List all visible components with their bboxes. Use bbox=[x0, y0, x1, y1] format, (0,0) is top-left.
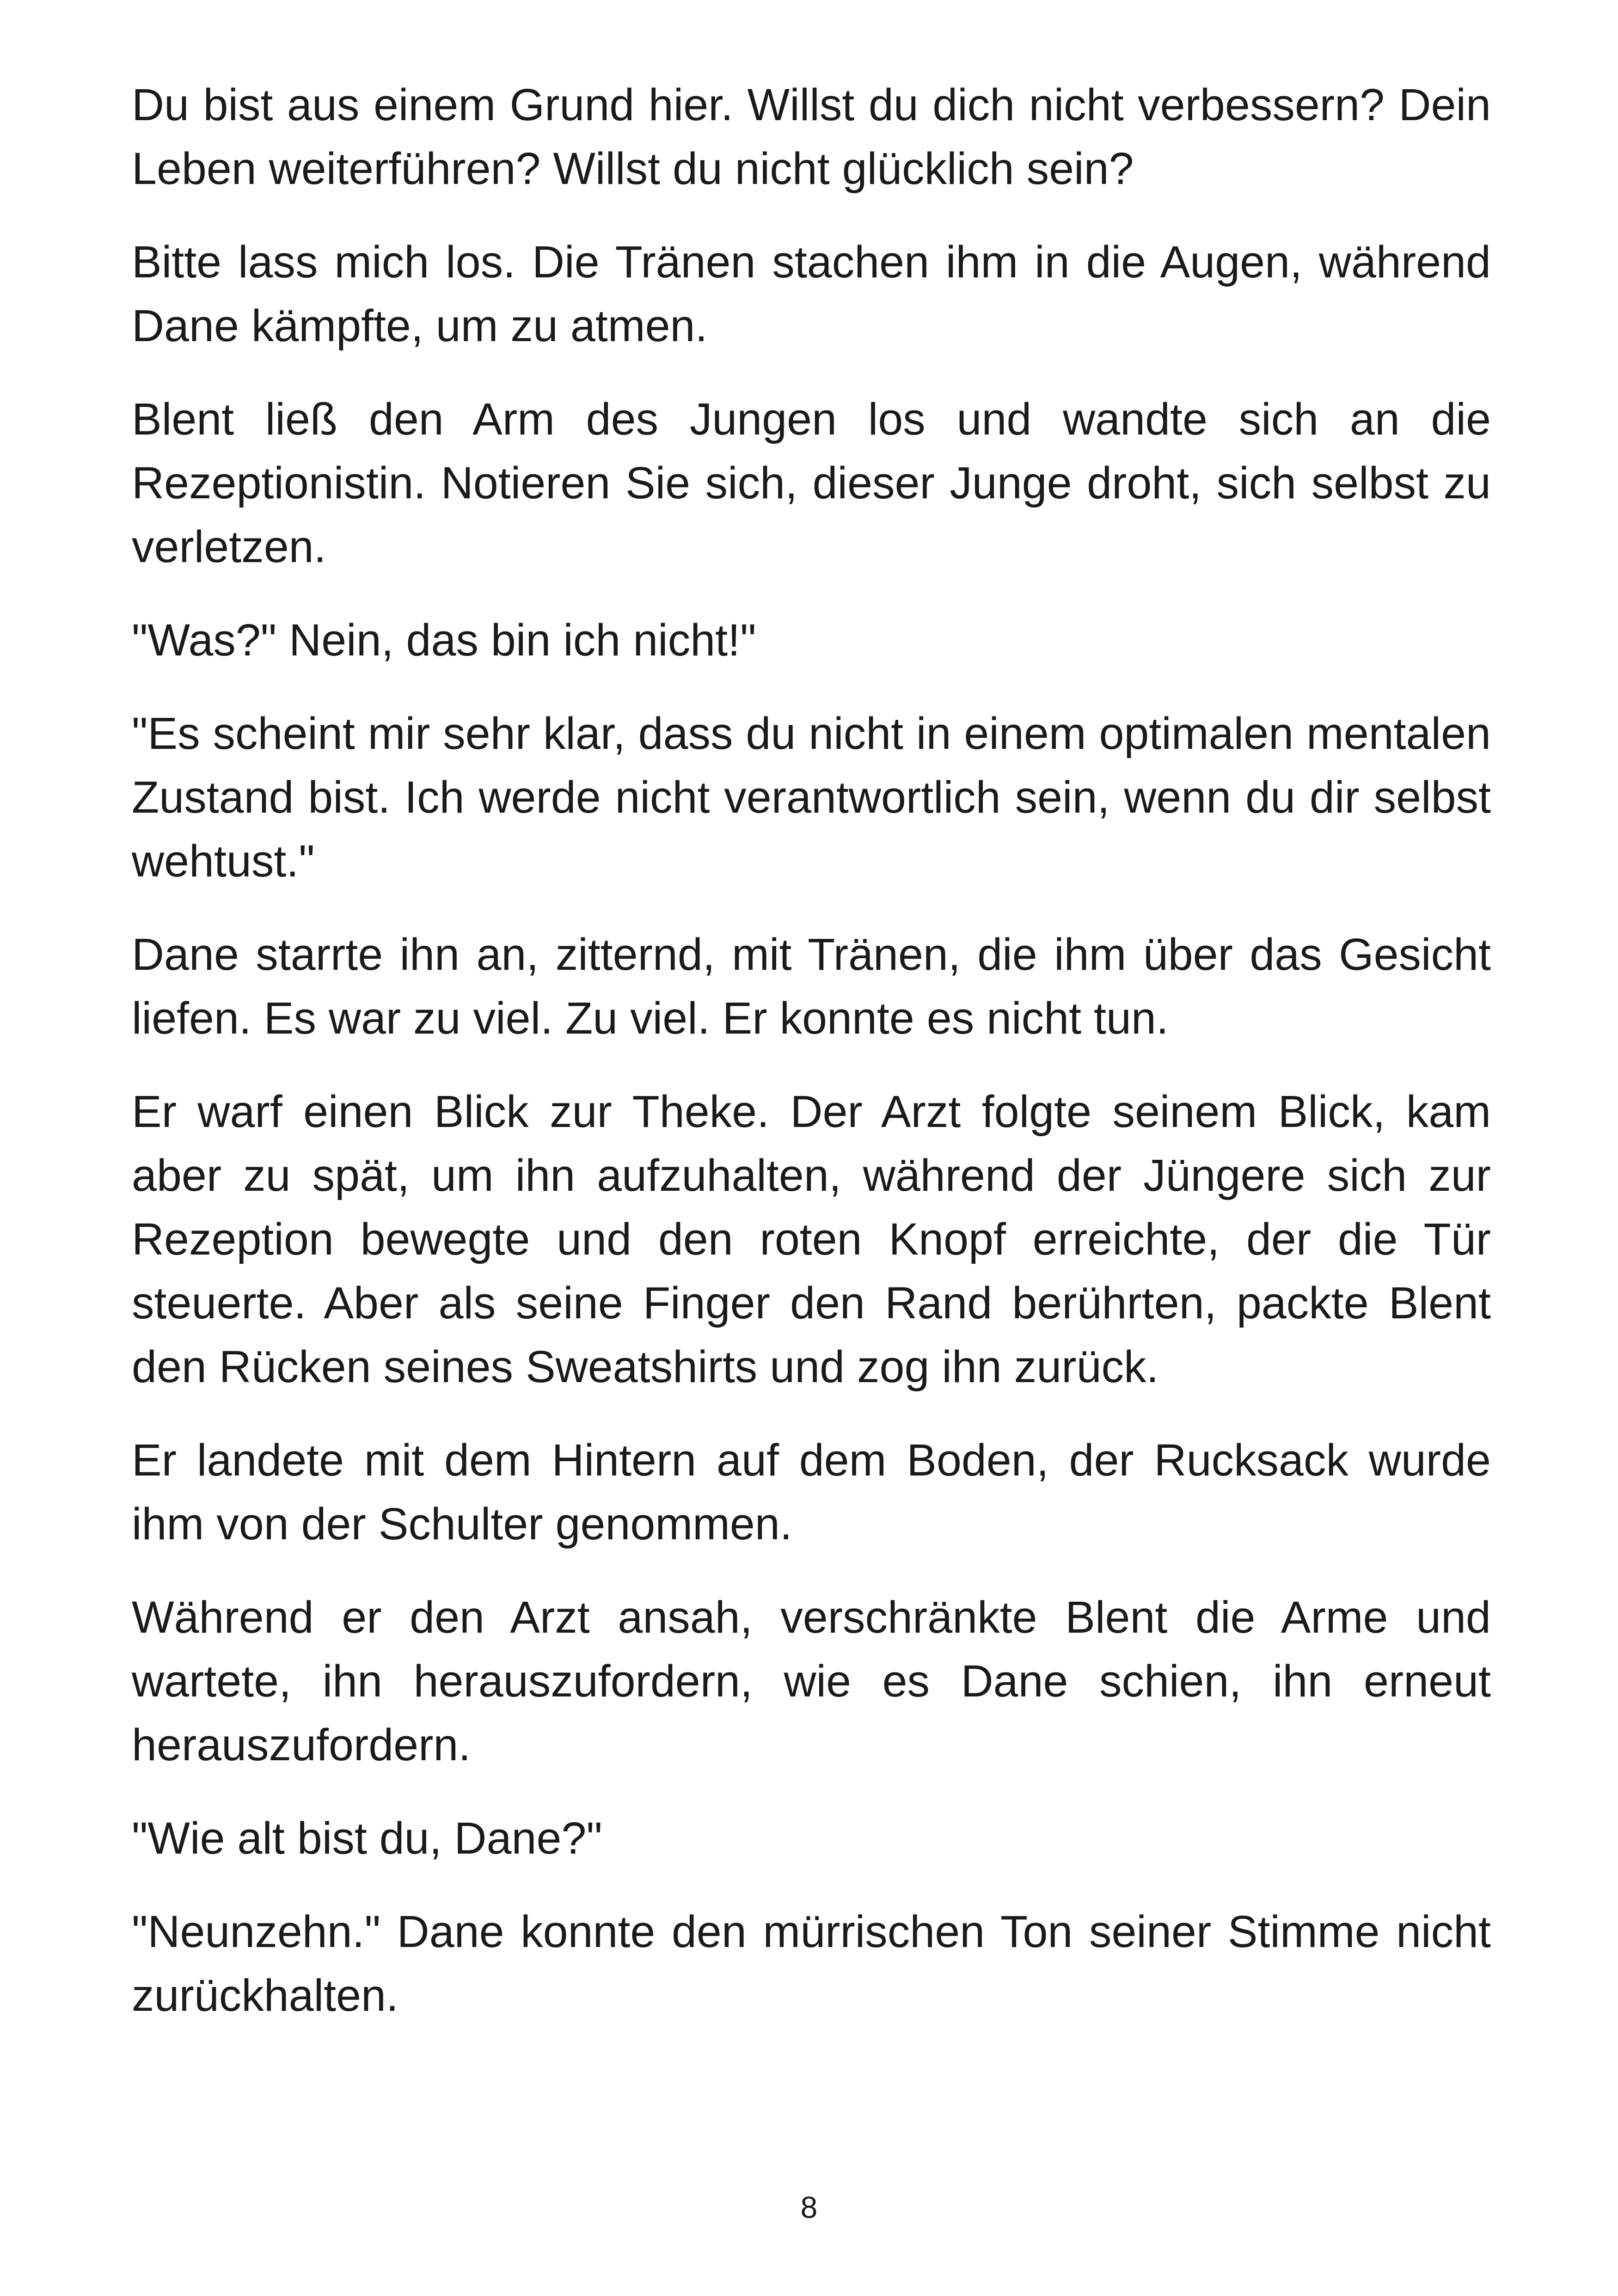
body-text bbox=[132, 73, 1491, 2057]
paragraph: Bitte lass mich los. Die Tränen stachen ihm in die Augen, während Dane kämpfte, um zu atmen. bbox=[132, 237, 1491, 351]
paragraph: Er warf einen Blick zur Theke. Der Arzt folgte seinem Blick, kam aber zu spät, um ihn aufzuhalten, während der Jüngere sich zur Rezeption bewegte und den roten Knopf erreichte, der die Tür steuerte. Aber als seine Finger den Rand berührten, packte Blent den Rücken seines Sweatshirts und zog ihn zurück. bbox=[132, 1086, 1491, 1392]
paragraph: "Was?" Nein, das bin ich nicht!" bbox=[132, 615, 756, 665]
paragraph: Dane starrte ihn an, zitternd, mit Tränen, die ihm über das Gesicht liefen. Es war zu viel. Zu viel. Er konnte es nicht tun. bbox=[132, 929, 1491, 1043]
paragraph: Er landete mit dem Hintern auf dem Boden, der Rucksack wurde ihm von der Schulter genommen. bbox=[132, 1435, 1491, 1549]
paragraph: Blent ließ den Arm des Jungen los und wandte sich an die Rezeptionistin. Notieren Sie sich, dieser Junge droht, sich selbst zu verletzen. bbox=[132, 394, 1491, 572]
paragraph: Während er den Arzt ansah, verschränkte Blent die Arme und wartete, ihn herauszufordern, wie es Dane schien, ihn erneut herauszufordern. bbox=[132, 1592, 1491, 1770]
paragraph: "Es scheint mir sehr klar, dass du nicht in einem optimalen mentalen Zustand bist. Ich werde nicht verantwortlich sein, wenn du dir selbst wehtust." bbox=[132, 708, 1491, 886]
paragraph: "Neunzehn." Dane konnte den mürrischen Ton seiner Stimme nicht zurückhalten. bbox=[132, 1906, 1491, 2020]
page-number: 8 bbox=[800, 2190, 818, 2224]
paragraph: "Wie alt bist du, Dane?" bbox=[132, 1813, 602, 1863]
paragraph: Du bist aus einem Grund hier. Willst du dich nicht verbessern? Dein Leben weiterführen? Willst du nicht glücklich sein? bbox=[132, 80, 1491, 194]
